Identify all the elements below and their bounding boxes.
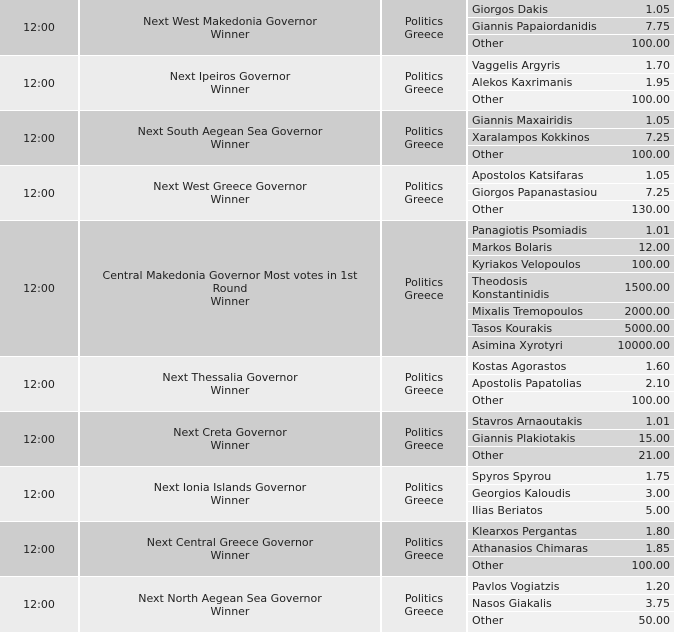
selection-row[interactable] — [468, 303, 674, 320]
selection-name: Kyriakos Velopoulos — [472, 257, 581, 271]
event-row — [0, 0, 674, 56]
selection-row[interactable] — [468, 337, 674, 354]
selection-odd[interactable]: 1.01 — [645, 414, 670, 428]
selection-name: Ilias Beriatos — [472, 504, 543, 517]
event-title[interactable] — [80, 166, 382, 220]
selection-name: Asimina Xyrotyri — [472, 339, 563, 352]
selection-row[interactable] — [468, 57, 674, 74]
selection-row[interactable] — [468, 91, 674, 108]
event-name-continued: Round — [212, 282, 248, 295]
event-time: 12:00 — [0, 522, 80, 576]
selection-name: Georgios Kaloudis — [472, 486, 571, 500]
selection-odd[interactable]: 1.70 — [645, 58, 670, 72]
event-name: Next West Greece Governor — [153, 180, 307, 193]
selection-name: Markos Bolaris — [472, 240, 553, 254]
selection-odd[interactable]: 1.75 — [645, 469, 670, 483]
event-time: 12:00 — [0, 467, 80, 521]
event-row — [0, 111, 674, 166]
selection-name: Other — [472, 449, 504, 462]
region-label: Greece — [404, 604, 444, 618]
market-name: Winner — [210, 295, 250, 308]
selection-odd[interactable]: 7.25 — [645, 185, 670, 199]
event-category — [382, 56, 468, 110]
selection-row[interactable] — [468, 540, 674, 557]
selection-odd[interactable]: 1.20 — [645, 579, 670, 593]
selection-row[interactable] — [468, 18, 674, 35]
event-time: 12:00 — [0, 221, 80, 356]
selection-row[interactable] — [468, 468, 674, 485]
event-row — [0, 56, 674, 111]
region-label: Greece — [404, 193, 444, 206]
category-label: Politics — [404, 536, 444, 549]
selection-odd[interactable]: 100.00 — [631, 37, 670, 50]
selection-row[interactable] — [468, 413, 674, 430]
selection-name: Pavlos Vogiatzis — [472, 579, 560, 593]
selection-list — [468, 522, 674, 576]
selection-row[interactable] — [468, 184, 674, 201]
selection-name: Giorgos Dakis — [472, 2, 548, 16]
selection-name: Xaralampos Kokkinos — [472, 130, 590, 144]
selection-name: Klearxos Pergantas — [472, 524, 577, 538]
event-title[interactable] — [80, 357, 382, 411]
selection-name: Giannis Plakiotakis — [472, 431, 576, 445]
selection-odd[interactable]: 1.05 — [645, 168, 670, 182]
selection-name: Apostolos Katsifaras — [472, 168, 584, 182]
category-label: Politics — [404, 180, 444, 193]
market-name: Winner — [210, 494, 250, 507]
event-time: 12:00 — [0, 166, 80, 220]
selection-odd[interactable]: 50.00 — [638, 614, 670, 627]
selection-name: Alekos Kaxrimanis — [472, 75, 573, 89]
selection-name: Spyros Spyrou — [472, 469, 552, 483]
event-category — [382, 221, 468, 356]
selection-row[interactable] — [468, 222, 674, 239]
selection-odd[interactable]: 7.25 — [645, 130, 670, 144]
selection-row[interactable] — [468, 375, 674, 392]
event-name: Next West Makedonia Governor — [143, 14, 317, 28]
event-row — [0, 577, 674, 633]
selection-odd[interactable]: 7.75 — [645, 19, 670, 33]
selection-row[interactable] — [468, 502, 674, 519]
event-name: Next Central Greece Governor — [146, 536, 314, 549]
selection-name: Other — [472, 148, 504, 161]
event-title[interactable] — [80, 221, 382, 356]
market-name: Winner — [210, 193, 250, 206]
event-category — [382, 111, 468, 165]
selection-odd[interactable]: 15.00 — [638, 431, 670, 445]
selection-odd[interactable]: 5.00 — [645, 504, 670, 517]
selection-row[interactable] — [468, 146, 674, 163]
selection-odd[interactable]: 100.00 — [631, 559, 670, 572]
region-label: Greece — [404, 494, 444, 507]
region-label: Greece — [404, 549, 444, 562]
event-category — [382, 166, 468, 220]
selection-odd[interactable]: 3.75 — [645, 596, 670, 610]
selection-row[interactable] — [468, 273, 674, 303]
region-label: Greece — [404, 138, 444, 151]
event-category — [382, 412, 468, 466]
selection-name: Stavros Arnaoutakis — [472, 414, 583, 428]
selection-row[interactable] — [468, 167, 674, 184]
selection-odd[interactable]: 2000.00 — [624, 304, 670, 318]
selection-odd[interactable]: 100.00 — [631, 93, 670, 106]
event-title[interactable] — [80, 577, 382, 632]
selection-odd[interactable]: 12.00 — [638, 240, 670, 254]
selection-name: Nasos Giakalis — [472, 596, 552, 610]
selection-name: Panagiotis Psomiadis — [472, 223, 588, 237]
selection-row[interactable] — [468, 392, 674, 409]
selection-name: Giorgos Papanastasiou — [472, 185, 598, 199]
selection-odd[interactable]: 1.60 — [645, 359, 670, 373]
event-name: Next Ionia Islands Governor — [153, 481, 307, 494]
region-label: Greece — [404, 27, 444, 41]
selection-row[interactable] — [468, 320, 674, 337]
selection-row[interactable] — [468, 447, 674, 464]
category-label: Politics — [404, 125, 444, 138]
selection-row[interactable] — [468, 485, 674, 502]
event-name: Next North Aegean Sea Governor — [138, 591, 322, 605]
selection-name: Giannis Maxairidis — [472, 113, 573, 127]
selection-list — [468, 221, 674, 356]
market-name: Winner — [210, 604, 250, 618]
selection-list — [468, 56, 674, 110]
selection-name: Vaggelis Argyris — [472, 58, 561, 72]
selection-row[interactable] — [468, 358, 674, 375]
market-name: Winner — [210, 83, 250, 96]
event-time: 12:00 — [0, 357, 80, 411]
event-title[interactable] — [80, 522, 382, 576]
selection-row[interactable] — [468, 112, 674, 129]
selection-row[interactable] — [468, 256, 674, 273]
event-category — [382, 577, 468, 632]
selection-row[interactable] — [468, 1, 674, 18]
selection-list — [468, 357, 674, 411]
selection-name: Athanasios Chimaras — [472, 541, 588, 555]
selection-odd[interactable]: 21.00 — [638, 449, 670, 462]
selection-row[interactable] — [468, 523, 674, 540]
selection-name: Mixalis Tremopoulos — [472, 304, 583, 318]
market-name: Winner — [210, 549, 250, 562]
selection-odd[interactable]: 100.00 — [631, 148, 670, 161]
selection-odd[interactable]: 5000.00 — [624, 321, 670, 335]
selection-odd[interactable]: 1.05 — [645, 113, 670, 127]
event-title[interactable] — [80, 412, 382, 466]
event-row — [0, 221, 674, 357]
selection-row[interactable] — [468, 74, 674, 91]
selection-list — [468, 166, 674, 220]
selection-odd[interactable]: 1.95 — [645, 75, 670, 89]
selection-list — [468, 577, 674, 632]
event-title[interactable] — [80, 56, 382, 110]
selection-name: Other — [472, 614, 504, 627]
selection-name-line: Konstantinidis — [472, 287, 550, 301]
selection-name: Kostas Agorastos — [472, 359, 567, 373]
selection-name: Other — [472, 559, 504, 572]
selection-odd[interactable]: 1.05 — [645, 2, 670, 16]
selection-name: Other — [472, 93, 504, 106]
event-time: 12:00 — [0, 56, 80, 110]
category-label: Politics — [404, 371, 444, 384]
event-row — [0, 166, 674, 221]
event-title[interactable] — [80, 0, 382, 55]
category-label: Politics — [404, 591, 444, 605]
selection-odd[interactable]: 100.00 — [631, 257, 670, 271]
event-row — [0, 522, 674, 577]
selection-name: Apostolis Papatolias — [472, 376, 582, 390]
selection-row[interactable] — [468, 430, 674, 447]
event-category — [382, 357, 468, 411]
event-row — [0, 467, 674, 522]
selection-row[interactable] — [468, 557, 674, 574]
selection-list — [468, 467, 674, 521]
selection-odd[interactable]: 1.85 — [645, 541, 670, 555]
event-time: 12:00 — [0, 111, 80, 165]
category-label: Politics — [404, 14, 444, 28]
event-name: Next Thessalia Governor — [162, 371, 298, 384]
event-name: Central Makedonia Governor Most votes in 1st — [102, 269, 358, 282]
selection-odd[interactable]: 10000.00 — [617, 339, 670, 352]
selection-odd[interactable]: 100.00 — [631, 394, 670, 407]
region-label: Greece — [404, 83, 444, 96]
selection-odd[interactable]: 3.00 — [645, 486, 670, 500]
event-row — [0, 357, 674, 412]
selection-name: Giannis Papaiordanidis — [472, 19, 597, 33]
event-time: 12:00 — [0, 412, 80, 466]
selection-row[interactable] — [468, 35, 674, 52]
selection-odd[interactable]: 130.00 — [631, 203, 670, 216]
event-title[interactable] — [80, 111, 382, 165]
event-row — [0, 412, 674, 467]
selection-name — [472, 275, 624, 301]
market-name: Winner — [210, 439, 250, 452]
selection-odd[interactable]: 1.01 — [645, 223, 670, 237]
event-category — [382, 522, 468, 576]
event-name: Next Ipeiros Governor — [169, 70, 291, 83]
selection-odd[interactable]: 1.80 — [645, 524, 670, 538]
selection-row[interactable] — [468, 578, 674, 595]
selection-row[interactable] — [468, 129, 674, 146]
category-label: Politics — [404, 275, 444, 289]
market-name: Winner — [210, 384, 250, 397]
event-category — [382, 0, 468, 55]
region-label: Greece — [404, 384, 444, 397]
selection-list — [468, 0, 674, 55]
event-name: Next Creta Governor — [173, 426, 287, 439]
selection-odd[interactable]: 2.10 — [645, 376, 670, 390]
selection-name: Other — [472, 394, 504, 407]
selection-odd[interactable]: 1500.00 — [624, 281, 670, 294]
selection-name: Other — [472, 203, 504, 216]
selection-name: Tasos Kourakis — [472, 321, 553, 335]
category-label: Politics — [404, 426, 444, 439]
category-label: Politics — [404, 70, 444, 83]
selection-row[interactable] — [468, 239, 674, 256]
selection-row[interactable] — [468, 612, 674, 629]
selection-name: Other — [472, 37, 504, 50]
region-label: Greece — [404, 439, 444, 452]
selection-row[interactable] — [468, 595, 674, 612]
market-name: Winner — [210, 138, 250, 151]
selection-row[interactable] — [468, 201, 674, 218]
event-category — [382, 467, 468, 521]
event-name: Next South Aegean Sea Governor — [137, 125, 323, 138]
event-time: 12:00 — [0, 0, 80, 55]
region-label: Greece — [404, 288, 444, 302]
selection-list — [468, 412, 674, 466]
selection-name-line: Theodosis — [472, 274, 528, 288]
market-name: Winner — [210, 27, 250, 41]
event-time: 12:00 — [0, 577, 80, 632]
selection-list — [468, 111, 674, 165]
event-title[interactable] — [80, 467, 382, 521]
category-label: Politics — [404, 481, 444, 494]
